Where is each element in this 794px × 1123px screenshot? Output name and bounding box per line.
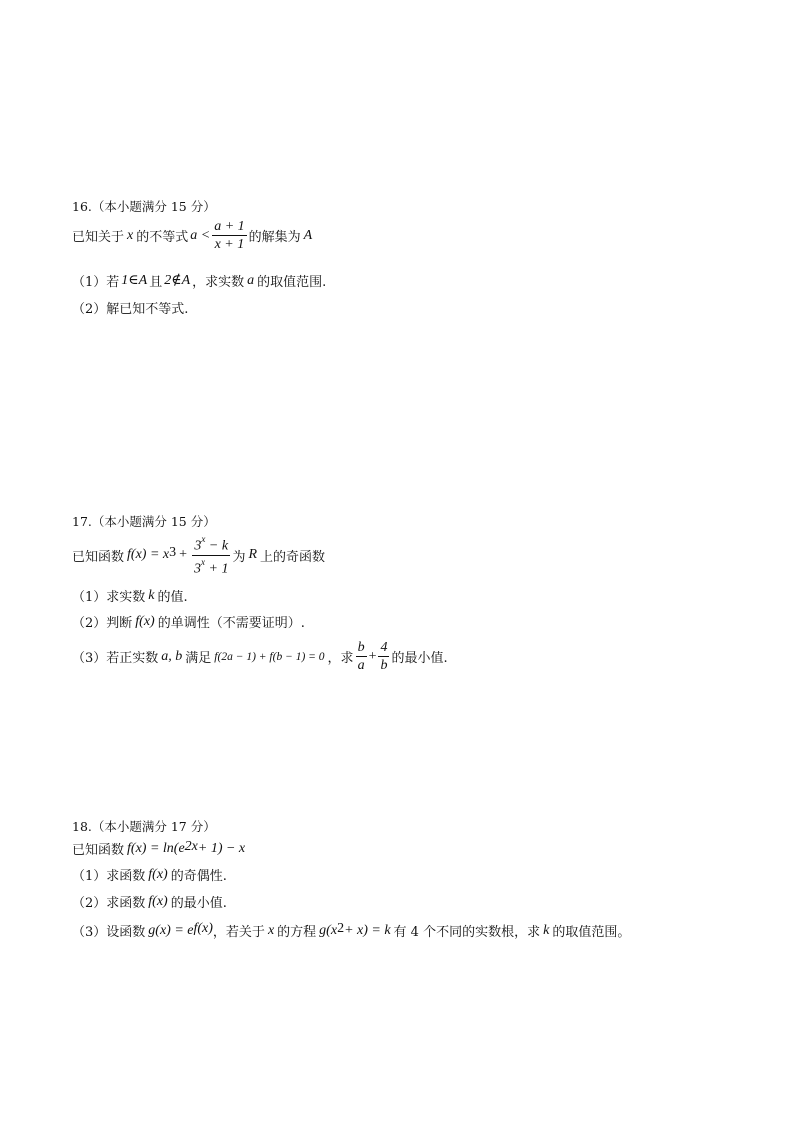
math: 2∉A — [164, 273, 191, 288]
exponent: 2x — [184, 838, 198, 854]
q1-text: ，求实数 — [192, 275, 245, 290]
stem-text: 已知函数 — [72, 843, 125, 858]
fraction-denominator: a — [357, 658, 365, 673]
stem-text: 的不等式 — [136, 230, 189, 245]
q1-text: 的值. — [157, 590, 188, 605]
plus-sign: + — [179, 547, 188, 563]
stem-text: 已知函数 — [72, 549, 125, 565]
fraction — [356, 640, 367, 673]
q3-text: 满足 — [185, 651, 212, 666]
stem-text: 已知关于 — [72, 230, 125, 245]
plus-sign: + — [368, 648, 377, 664]
q3-text: 的最小值. — [391, 651, 448, 666]
problem-16-q1 — [72, 271, 326, 290]
q1-label: （1）求实数 — [72, 590, 146, 605]
exponent: 2 — [337, 920, 345, 936]
q3-label: （3）若正实数 — [72, 651, 159, 666]
problem-17-header: 17.（本小题满分 15 分） — [72, 514, 216, 529]
function-lhs: f(x) = x — [127, 547, 170, 563]
fraction-denominator: b — [380, 658, 388, 673]
q1-text: 的取值范围. — [257, 275, 327, 290]
fraction-numerator: $3^x - k$ — [194, 534, 229, 554]
condition: f(2a − 1) + f(b − 1) = 0 — [214, 650, 325, 663]
fraction — [378, 640, 389, 673]
function-rest: + 1) − x — [197, 840, 246, 856]
fraction-numerator: b — [357, 640, 365, 655]
exponent: f(x) — [193, 920, 213, 936]
stem-text: 为 — [232, 549, 246, 565]
fraction — [212, 219, 246, 252]
stem-text: 上的奇函数 — [260, 549, 326, 565]
problem-18-header: 18.（本小题满分 17 分） — [72, 819, 216, 834]
exponent: 3 — [169, 545, 177, 561]
problem-17-stem — [72, 534, 325, 576]
function-g: g(x) = e — [148, 922, 194, 938]
vars-ab: a, b — [161, 648, 183, 664]
problem-16-header: 16.（本小题满分 15 分） — [72, 199, 216, 214]
q3-text: ，若关于 — [212, 925, 265, 940]
q3-text: 的方程 — [277, 925, 317, 940]
equation: + x) = k — [344, 922, 391, 938]
set-r: R — [248, 547, 258, 563]
q2-label: （2）判断 — [72, 616, 133, 631]
q2-text: 的最小值. — [170, 896, 227, 911]
q2-label: （2）求函数 — [72, 896, 146, 911]
math: 1∈A — [121, 273, 148, 288]
fraction-numerator: 4 — [380, 640, 388, 655]
problem-16-stem — [72, 219, 312, 252]
var-k: k — [148, 587, 155, 603]
q3-text: 有 4 个不同的实数根，求 — [393, 925, 541, 940]
math: f(x) — [148, 866, 168, 882]
q3-text: ，求 — [327, 651, 354, 666]
problem-18-q2 — [72, 892, 227, 911]
var-k: k — [543, 922, 550, 938]
problem-17-q2 — [72, 612, 305, 631]
var-x: x — [127, 227, 134, 243]
problem-17-q3 — [72, 640, 448, 673]
problem-18-q1 — [72, 865, 227, 884]
problem-18-q3 — [72, 921, 630, 940]
q1-text: 且 — [149, 275, 163, 290]
problem-16-q2: （2）解已知不等式. — [72, 302, 189, 317]
fraction-denominator: x + 1 — [214, 237, 245, 252]
stem-text: 的解集为 — [248, 230, 301, 245]
q3-label: （3）设函数 — [72, 925, 146, 940]
fraction-denominator: $3^x + 1$ — [194, 556, 229, 577]
math: f(x) — [148, 893, 168, 909]
problem-17-q1 — [72, 586, 188, 605]
problem-18-stem — [72, 839, 245, 858]
var-a: a — [247, 272, 255, 288]
q1-label: （1）求函数 — [72, 869, 146, 884]
q3-text: 的取值范围。 — [552, 925, 631, 940]
q2-text: 的单调性（不需要证明）. — [157, 616, 305, 631]
var-x: x — [267, 922, 275, 938]
function-lhs: f(x) = ln(e — [127, 840, 185, 856]
set-a: A — [303, 227, 313, 243]
fraction — [192, 534, 230, 576]
q1-text: 的奇偶性. — [170, 869, 227, 884]
q1-label: （1）若 — [72, 275, 120, 290]
equation: g(x — [319, 922, 338, 938]
inequality-lhs: a < — [190, 227, 211, 243]
math: f(x) — [135, 613, 155, 629]
fraction-numerator: a + 1 — [214, 219, 245, 234]
